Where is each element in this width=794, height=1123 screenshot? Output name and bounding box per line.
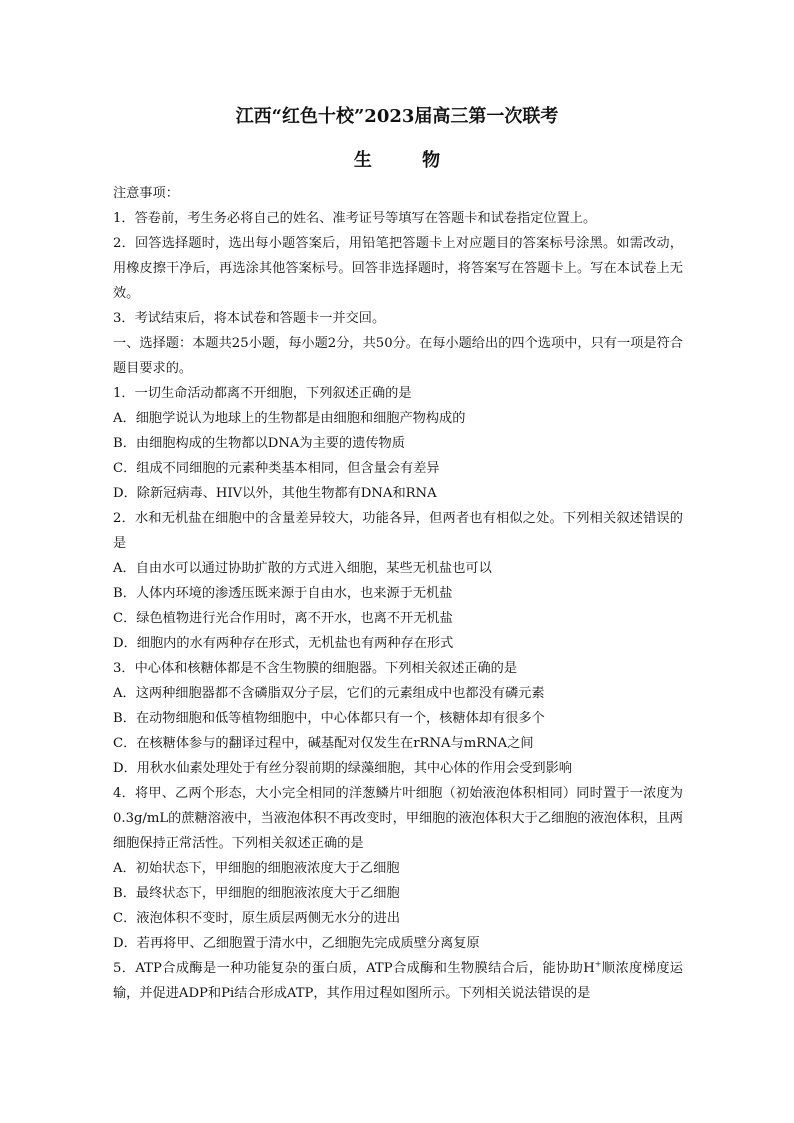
question-stem: 4．将甲、乙两个形态，大小完全相同的洋葱鳞片叶细胞（初始液泡体积相同）同时置于一浓度为0.3g/mL的蔗糖溶液中，当液泡体积不再改变时，甲细胞的液泡体积大于乙细胞的液泡体积，且两细胞保持正常活性。下列相关叙述正确的是	[113, 786, 683, 851]
question-5	[113, 956, 683, 1006]
option-b: B．由细胞构成的生物都以DNA为主要的遗传物质	[113, 436, 405, 451]
question-stem: 1．一切生命活动都离不开细胞，下列叙述正确的是	[113, 386, 412, 401]
option-c: C．在核糖体参与的翻译过程中，碱基配对仅发生在rRNA与mRNA之间	[113, 736, 534, 751]
notice-item-3: 3．考试结束后，将本试卷和答题卡一并交回。	[113, 311, 386, 326]
stem-part-2: 顺浓度梯度运输，并促进ADP和Pi结合形成ATP，其作用过程如图所示。下列相关说法错误的是	[113, 961, 683, 1001]
option-b: B．人体内环境的渗透压既来源于自由水，也来源于无机盐	[113, 586, 453, 601]
option-c: C．绿色植物进行光合作用时，离不开水，也离不开无机盐	[113, 611, 453, 626]
option-a: A．自由水可以通过协助扩散的方式进入细胞，某些无机盐也可以	[113, 561, 492, 576]
option-c: C．液泡体积不变时，原生质层两侧无水分的进出	[113, 911, 401, 926]
question-4	[113, 781, 683, 956]
exam-title: 江西“红色十校”2023届高三第一次联考	[235, 106, 559, 127]
notice-item-2: 2．回答选择题时，选出每小题答案后，用铅笔把答题卡上对应题目的答案标号涂黑。如需改动，用橡皮擦干净后，再选涂其他答案标号。回答非选择题时，将答案写在答题卡上。写在本试卷上无效。	[113, 236, 683, 301]
question-2	[113, 506, 683, 656]
notice-heading: 注意事项：	[113, 186, 179, 201]
option-c: C．组成不同细胞的元素种类基本相同，但含量会有差异	[113, 461, 440, 476]
stem-part-1: 5．ATP合成酶是一种功能复杂的蛋白质，ATP合成酶和生物膜结合后，能协助H	[113, 961, 595, 976]
superscript-plus: +	[594, 959, 602, 969]
option-b: B．在动物细胞和低等植物细胞中，中心体都只有一个，核糖体却有很多个	[113, 711, 545, 726]
option-d: D．细胞内的水有两种存在形式，无机盐也有两种存在形式	[113, 636, 454, 651]
question-stem: 3．中心体和核糖体都是不含生物膜的细胞器。下列相关叙述正确的是	[113, 661, 518, 676]
question-stem	[113, 956, 683, 1006]
option-a: A．这两种细胞器都不含磷脂双分子层，它们的元素组成中也都没有磷元素	[113, 686, 545, 701]
option-a: A．初始状态下，甲细胞的细胞液浓度大于乙细胞	[113, 861, 400, 876]
option-d: D．除新冠病毒、HIV以外，其他生物都有DNA和RNA	[113, 486, 437, 501]
question-3	[113, 656, 683, 781]
question-1	[113, 381, 683, 506]
option-a: A．细胞学说认为地球上的生物都是由细胞和细胞产物构成的	[113, 411, 466, 426]
option-d: D．若再将甲、乙细胞置于清水中，乙细胞先完成质壁分离复原	[113, 936, 480, 951]
option-d: D．用秋水仙素处理处于有丝分裂前期的绿藻细胞，其中心体的作用会受到影响	[113, 761, 572, 776]
subject-title: 生 物	[353, 150, 463, 171]
notice-item-1: 1．答卷前，考生务必将自己的姓名、准考证号等填写在答题卡和试卷指定位置上。	[113, 211, 597, 226]
option-b: B．最终状态下，甲细胞的细胞液浓度大于乙细胞	[113, 886, 400, 901]
question-stem: 2．水和无机盐在细胞中的含量差异较大，功能各异，但两者也有相似之处。下列相关叙述错误的是	[113, 511, 683, 551]
section-heading: 一、选择题：本题共25小题，每小题2分，共50分。在每小题给出的四个选项中，只有一项是符合题目要求的。	[113, 336, 683, 376]
exam-body	[113, 181, 683, 1006]
